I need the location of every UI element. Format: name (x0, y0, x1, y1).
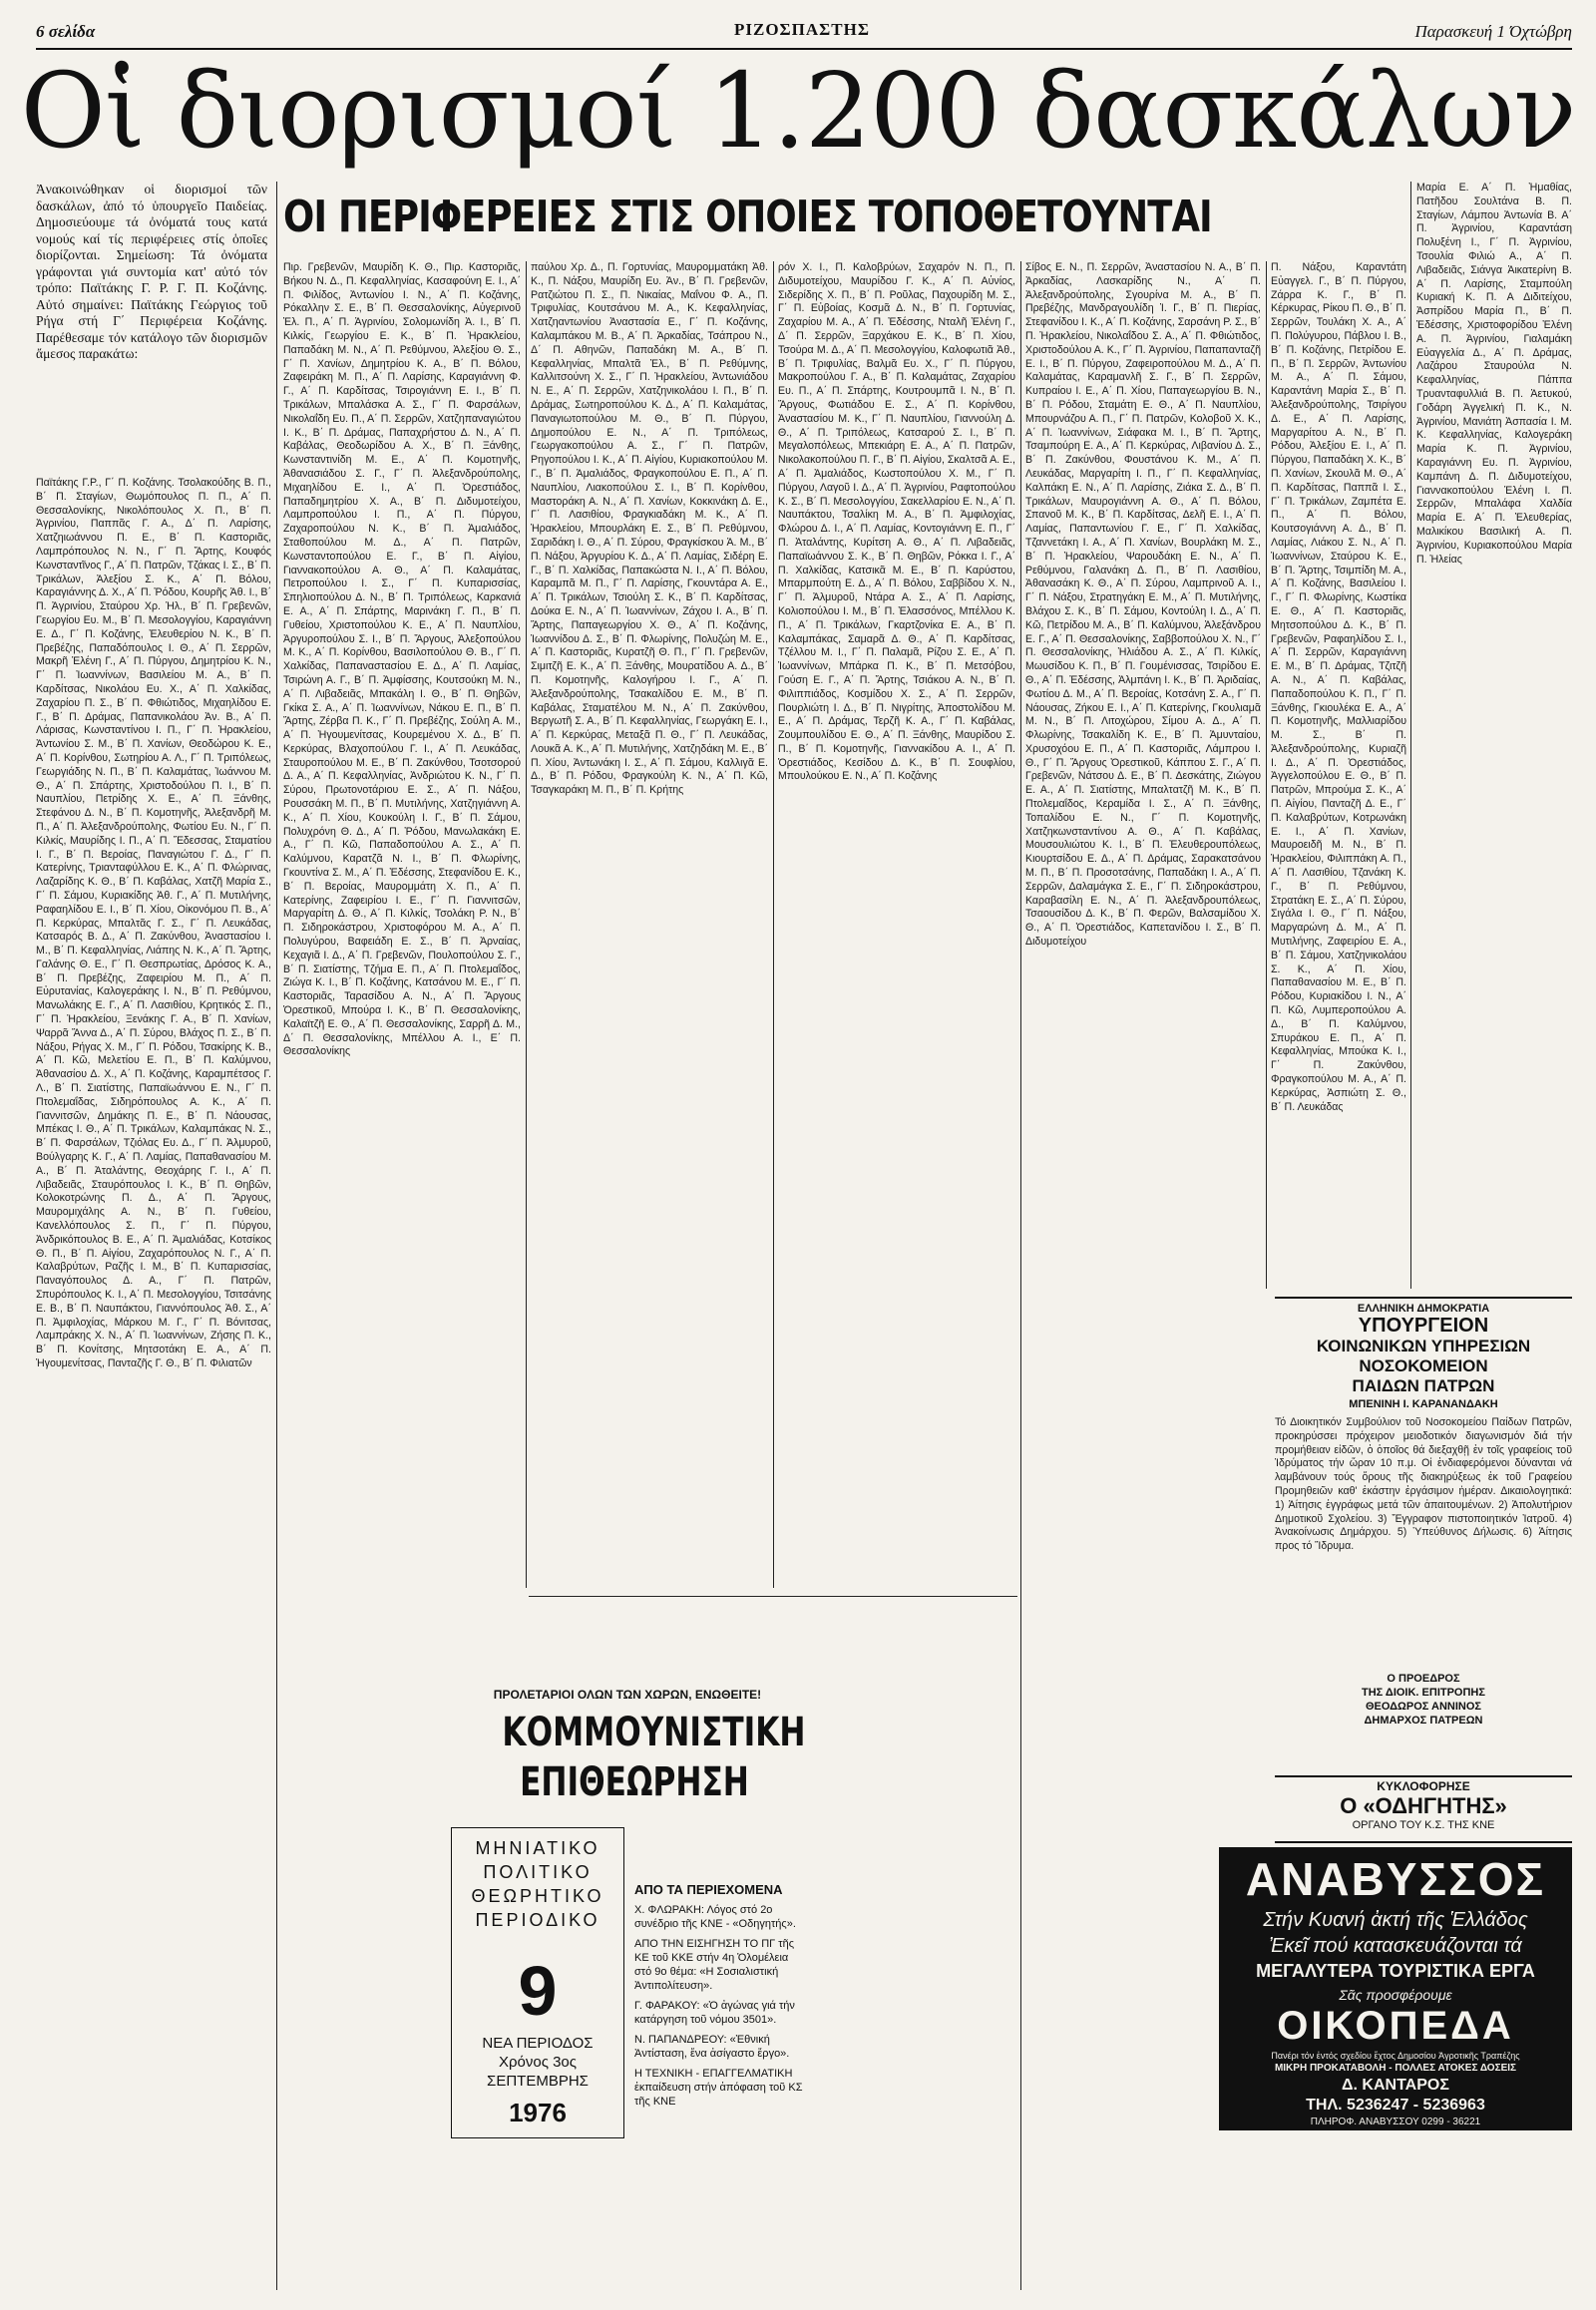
ad-line: Ἐκεῖ πού κατασκευάζονται τά (1269, 1935, 1522, 1957)
column-divider (773, 261, 774, 1588)
contents-item: Χ. ΦΛΩΡΑΚΗ: Λόγος στό 2ο συνέδριο τῆς ΚΝΕ - «Οδηγητής». (634, 1904, 796, 1930)
contents-item: Η ΤΕΧΝΙΚΗ - ΕΠΑΓΓΕΛΜΑΤΙΚΗ ἐκπαίδευση στήν ἀπόφαση τοῦ ΚΣ τῆς ΚΝΕ (634, 2068, 803, 2108)
ad-title: ΑΝΑΒΥΣΣΟΣ (1245, 1853, 1546, 1905)
journal-title-line: ΚΟΜΜΟΥΝΙΣΤΙΚΗ (502, 1710, 806, 1755)
masthead: ΡΙΖΟΣΠΑΣΤΗΣ (734, 20, 870, 39)
journal-title (502, 1708, 806, 1815)
ad-phone: ΤΗΛ. 5236247 - 5236963 (1306, 2097, 1485, 2114)
ad-slogan: ΠΡΟΛΕΤΑΡΙΟΙ ΟΛΩΝ ΤΩΝ ΧΩΡΩΝ, ΕΝΩΘΕΙΤΕ! (493, 1688, 762, 1702)
journal-advertisement (451, 1688, 804, 2138)
column-divider (1266, 261, 1267, 1289)
subtitle-line: ΜΗΝΙΑΤΙΚΟ (475, 1838, 600, 1858)
ad-line: Στήν Κυανή ἀκτή τῆς Ἑλλάδος (1263, 1909, 1528, 1931)
subtitle-line: ΘΕΩΡΗΤΙΚΟ (471, 1886, 604, 1906)
subtitle-line: ΠΕΡΙΟΔΙΚΟ (475, 1910, 600, 1930)
circulation-title: Ο «ΟΔΗΓΗΤΗΣ» (1340, 1793, 1507, 1818)
notice-line: ΕΛΛΗΝΙΚΗ ΔΗΜΟΚΡΑΤΙΑ (1357, 1303, 1490, 1315)
column-divider (276, 182, 277, 2290)
notice-line: ΠΑΙΔΩΝ ΠΑΤΡΩΝ (1352, 1376, 1495, 1395)
contents-list (634, 1883, 804, 2109)
section-subheadline: ΟΙ ΠΕΡΙΦΕΡΕΙΕΣ ΣΤΙΣ ΟΠΟΙΕΣ ΤΟΠΟΘΕΤΟΥΝΤΑΙ (283, 192, 1212, 242)
circulation-label: ΚΥΚΛΟΦΟΡΗΣΕ (1377, 1779, 1470, 1793)
issue-year: 1976 (509, 2098, 567, 2127)
page-header (36, 18, 1572, 50)
contents-heading: ΑΠΟ ΤΑ ΠΕΡΙΕΧΟΜΕΝΑ (634, 1882, 783, 1897)
notice-line: ΚΟΙΝΩΝΙΚΩΝ ΥΠΗΡΕΣΙΩΝ (1316, 1337, 1531, 1355)
page-title: Οἱ διορισμοί 1.200 δασκάλων (20, 50, 1576, 172)
notice-body: Τό Διοικητικόν Συμβούλιον τοῦ Νοσοκομείου Παίδων Πατρῶν, προκηρύσσει πρόχειρον μειοδοτικόν διαγωνισμόν διά τήν προμήθειαν εἰδῶν, ὁ ὁποῖος θά διεξαχθῇ ἐν τοῖς γραφείοις τοῦ Ἱδρύματος τήν ὥραν 10 π.μ. Οἱ ἐνδιαφερόμενοι δύνανται νά λαμβάνουν τούς ὅρους τῆς διακηρύξεως ἐκ τοῦ Γραφείου Προμηθειῶν καθ' ἑκάστην ἐργάσιμον ἡμέραν. Δικαιολογητικά: 1) Ἀίτησις ἐγγράφως μετά τῶν ἀπαιτουμένων. 2) Ἀπολυτήριον Δημοτικοῦ Σχολείου. 3) Ἔγγραφον πιστοποιητικόν Ἰατροῦ. 4) Ἀνακοίνωσις Δημάρχου. 5) Ὑπεύθυνος Δήλωσις. 6) Ἀίτησις προς τό Ἵδρυμα. (1275, 1416, 1572, 1553)
appointments-column: ρόν Χ. Ι., Π. Καλοβρύων, Σαχαρόν Ν. Π., Π. Διδυμοτείχου, Μαυρίδου Γ. Κ., Α΄ Π. Αὐνίος, Σιδερίδης Χ. Π., Β΄ Π. Ροῦλας, Παχουρίδη Μ. Σ., Γ΄ Π. Εὐβοίας, Κοσμᾶ Δ. Ν., Β΄ Π. Γορτυνίας, Ζαχαρίου Μ. Α., Α΄ Π. Ἐδέσσης, Νταλῆ Ἑλένη Γ., Δ΄ Π. Σερρῶν, Ξαρχάκου Ε. Κ., Β΄ Π. Χίου, Τσούρα Μ. Δ., Α΄ Π. Μεσολογγίου, Καλοφωτιᾶ Ἀθ., Β΄ Π. Τριφυλίας, Βαλμᾶ Ευ. Χ., Γ΄ Π. Πύργου, Μακροπούλου Γ. Α., Β΄ Π. Καλαμάτας, Ζαχαρίου Ευ. Π., Α΄ Π. Σπάρτης, Κουτρουμπᾶ Ι. Ν., Β΄ Π. Ἄργους, Φωτιάδου Ε. Σ., Α΄ Π. Κορίνθου, Ἀναστασίου Μ. Κ., Γ΄ Π. Ναυπλίου, Γιαννούλη Δ. Θ., Α΄ Π. Τριπόλεως, Κατσαρού Σ. Ι., Β΄ Π. Μεγαλοπόλεως, Μπεκιάρη Ε. Α., Α΄ Π. Πατρῶν, Νικολακοπούλου Π. Γ., Β΄ Π. Αἰγίου, Σκαλτσᾶ Α. Ε., Α΄ Π. Ἀμαλιάδος, Κωστοπούλου Χ. Μ., Γ΄ Π. Πύργου, Λαγοῦ Ι. Δ., Α΄ Π. Ἀγρινίου, Ραφτοπούλου Κ. Σ., Β΄ Π. Μεσολογγίου, Σακελλαρίου Ε. Ν., Α΄ Π. Ναυπάκτου, Τσαλίκη Μ. Α., Β΄ Π. Ἀμφιλοχίας, Φλώρου Δ. Ι., Α΄ Π. Λαμίας, Κοντογιάννη Ε. Π., Γ΄ Π. Ἀταλάντης, Κυρίτση Α. Θ., Α΄ Π. Λιβαδειᾶς, Παπαϊωάννου Σ. Κ., Β΄ Π. Θηβῶν, Ρόκκα Ι. Γ., Α΄ Π. Χαλκίδας, Κατσικᾶ Μ. Ε., Β΄ Π. Καρύστου, Μπαρμπούτη Ε. Δ., Α΄ Π. Βόλου, Σαββίδου Χ. Ν., Γ΄ Π. Ἀλμυροῦ, Ντάρα Α. Σ., Α΄ Π. Λαρίσης, Κολιοπούλου Ι. Μ., Β΄ Π. Ἐλασσόνος, Μπέλλου Κ. Π., Α΄ Π. Τρικάλων, Γκαρτζονίκα Ε. Α., Β΄ Π. Καλαμπάκας, Σαμαρᾶ Δ. Θ., Α΄ Π. Καρδίτσας, Τζέλλου Μ. Ι., Γ΄ Π. Παλαμᾶ, Ρίζου Σ. Ε., Α΄ Π. Ἰωαννίνων, Μπάρκα Π. Κ., Β΄ Π. Μετσόβου, Γούση Ε. Γ., Α΄ Π. Ἄρτης, Τσιάκου Α. Ν., Β΄ Π. Φιλιππιάδος, Κοσμίδου Χ. Σ., Α΄ Π. Σερρῶν, Πουρλιώτη Ι. Δ., Β΄ Π. Νιγρίτης, Ἀποστολίδου Μ. Ε., Α΄ Π. Δράμας, Τερζῆ Κ. Α., Γ΄ Π. Καβάλας, Ζουμπουλίδου Ε. Θ., Α΄ Π. Ξάνθης, Μαυρίδου Σ. Π., Β΄ Π. Κομοτηνῆς, Γιαννακίδου Α. Ι., Α΄ Π. Ὀρεστιάδος, Κεσίδου Δ. Κ., Β΄ Π. Σουφλίου, Μπουλούκου Ε. Ν., Α΄ Π. Κοζάνης (778, 261, 1015, 783)
ad-product: ΟΙΚΟΠΕΔΑ (1277, 2004, 1514, 2048)
notice-signature: ΘΕΟΔΩΡΟΣ ΑΝΝΙΝΟΣ (1365, 1701, 1481, 1713)
notice-signature: ΔΗΜΑΡΧΟΣ ΠΑΤΡΕΩΝ (1364, 1715, 1483, 1727)
page-number: 6 σελίδα (36, 22, 96, 41)
meta-line: ΝΕΑ ΠΕΡΙΟΔΟΣ (482, 2035, 594, 2052)
column-divider (526, 261, 527, 1588)
intro-paragraph: Ἀνακοινώθηκαν οἱ διορισμοί τῶν δασκάλων, ἀπό τό ὑπουργεῖο Παιδείας. Δημοσιεύουμε τά ὀνόματά τους κατά νομούς καί τίς περιφέρειες στίς ὁποῖες διορίζονται. Σημείωση: Τά ὀνόματα γράφονται γιά συντομία κατ' αὐτό τόν τρόπο: Παϊτάκης Γ. Ρ. Γ. Π. Κοζάνης. Αὐτό σημαίνει: Παϊτάκης Γεώργιος τοῦ Ρήγα στή Γ΄ Περιφέρεια Κοζάνης. Παρέθεσαμε τόν κατάλογο τῶν διορισμῶν ἄμεσος παρακάτω: (36, 182, 267, 361)
hospital-notice (1275, 1297, 1572, 1767)
notice-line: ΜΠΕΝΙΝΗ Ι. ΚΑΡΑΝΑΝΔΑΚΗ (1349, 1398, 1498, 1410)
journal-subtitle (452, 1836, 623, 1932)
circulation-notice (1275, 1775, 1572, 1843)
column-divider (1020, 261, 1021, 2290)
circulation-sub: ΟΡΓΑΝΟ ΤΟΥ Κ.Σ. ΤΗΣ ΚΝΕ (1352, 1819, 1495, 1831)
issue-box (451, 1827, 624, 2138)
notice-line: ΝΟΣΟΚΟΜΕΙΟΝ (1359, 1356, 1488, 1375)
ad-line: Σᾶς προσφέρουμε (1339, 1987, 1452, 2003)
contents-item: Γ. ΦΑΡΑΚΟΥ: «Ὁ ἀγώνας γιά τήν κατάργηση τοῦ νόμου 3501». (634, 2000, 795, 2026)
appointments-column: παύλου Χρ. Δ., Π. Γορτυνίας, Μαυρομματάκη Ἀθ. Κ., Π. Νάξου, Μαυρίδη Ευ. Ἀν., Β΄ Π. Γρεβενῶν, Ρατζιώτου Π. Σ., Π. Νικαίας, Μαΐνου Φ. Α., Π. Τριφυλίας, Κουτσάνου Μ. Α., Κ. Κεφαλληνίας, Χατζηαντωνίου Ἀναστασία Ε., Γ΄ Π. Κοζάνης, Καλαμπάκου Μ. Β., Α΄ Π. Ἀρκαδίας, Τσάπρου Ν., Δ΄ Π. Αθηνῶν, Παπαδάκη Μ. Α., Β΄ Π. Κεφαλληνίας, Μπαλτᾶ Ἑλ., Β΄ Π. Ρεθύμνης, Καλλιτσούνη Χ. Σ., Γ΄ Π. Ἡρακλείου, Ἀντωνιάδου Ν. Ε., Α΄ Π. Σερρῶν, Χατζηνικολάου Ι. Π., Β΄ Π. Δράμας, Σωτηροπούλου Κ. Δ., Α΄ Π. Καλαμάτας, Παναγιωτοπούλου Μ. Θ., Β΄ Π. Πύργου, Δημοπούλου Ε. Ν., Α΄ Π. Τριπόλεως, Γεωργακοπούλου Α. Σ., Γ΄ Π. Πατρῶν, Ρηγοπούλου Ι. Κ., Α΄ Π. Αἰγίου, Κυριακοπούλου Μ. Γ., Β΄ Π. Ἀμαλιάδος, Φραγκοπούλου Ε. Π., Α΄ Π. Ναυπλίου, Λιακοπούλου Σ. Ι., Β΄ Π. Κορίνθου, Μαστοράκη Α. Ν., Α΄ Π. Χανίων, Κοκκινάκη Δ. Ε., Γ΄ Π. Λασιθίου, Φραγκιαδάκη Μ. Κ., Α΄ Π. Ἡρακλείου, Μπουρλάκη Ε. Σ., Β΄ Π. Ρεθύμνου, Σαριδάκη Ι. Θ., Α΄ Π. Σύρου, Φραγκίσκου Ἀ. Μ., Β΄ Π. Νάξου, Ἀργυρίου Κ. Δ., Α΄ Π. Λαμίας, Σιδέρη Ε. Γ., Β΄ Π. Χαλκίδας, Παπακώστα Ν. Ι., Α΄ Π. Βόλου, Καραμπᾶ Μ. Π., Γ΄ Π. Λαρίσης, Γκουντάρα Α. Ε., Α΄ Π. Τρικάλων, Τσιούλη Σ. Κ., Β΄ Π. Καρδίτσας, Δούκα Ε. Ν., Α΄ Π. Ἰωαννίνων, Ζάχου Ι. Α., Β΄ Π. Ἄρτης, Παπαγεωργίου Χ. Θ., Α΄ Π. Κοζάνης, Ἰωαννίδου Δ. Σ., Β΄ Π. Φλωρίνης, Πολυζώη Μ. Ε., Α΄ Π. Καστοριᾶς, Κυρατζῆ Θ. Π., Γ΄ Π. Γρεβενῶν, Σιμιτζῆ Ε. Κ., Α΄ Π. Ξάνθης, Μουρατίδου Α. Δ., Β΄ Π. Κομοτηνῆς, Καλογήρου Ι. Γ., Α΄ Π. Ἀλεξανδρούπολης, Τσακαλίδου Ε. Μ., Β΄ Π. Καβάλας, Σταματέλου Μ. Ν., Α΄ Π. Ζακύνθου, Βεργωτῆ Σ. Α., Β΄ Π. Κεφαλληνίας, Γεωργάκη Ε. Ι., Α΄ Π. Κερκύρας, Μεταξᾶ Π. Θ., Γ΄ Π. Λευκάδας, Λουκᾶ Α. Κ., Α΄ Π. Μυτιλήνης, Χατζηδάκη Μ. Ε., Β΄ Π. Χίου, Ἀντωνάκη Ι. Σ., Α΄ Π. Σάμου, Καλλιγᾶ Ε. Δ., Β΄ Π. Ρόδου, Φραγκούλη Κ. Ν., Α΄ Π. Κῶ, Τσαγκαράκη Μ. Π., Β΄ Π. Κρήτης (531, 261, 768, 797)
ad-terms: Πανέρι τόν ἐντός σχεδίου ἔχτος Δημοσίου Ἀγροτικῆς Τραπέζης (1271, 2051, 1520, 2061)
contents-item: Ν. ΠΑΠΑΝΔΡΕΟΥ: «Ἐθνική Ἀντίσταση, ἕνα ἀσίγαστο ἔργο». (634, 2034, 790, 2060)
column-divider (1410, 182, 1411, 1289)
appointments-column: Πιρ. Γρεβενῶν, Μαυρίδη Κ. Θ., Πιρ. Καστοριᾶς, Βήκου Ν. Δ., Π. Κεφαλληνίας, Κασαφούνη Ε. Ι., Α΄ Π. Φιλίδος, Ἀντωνίου Ι. Ν., Α΄ Π. Κοζάνης, Ρόκαλλην Σ. Ε., Β΄ Π. Θεσσαλονίκης, Αὐγερινοῦ Ἑλ. Π., Α΄ Π. Ἀγρινίου, Σολομωνίδη Ἀ. Ι., Β΄ Π. Κιλκίς, Γεωργίου Ε. Κ., Β΄ Π. Ἡρακλείου, Παπαδάκη Μ. Ν., Α΄ Π. Ρεθύμνου, Ἀλεξίου Θ. Σ., Γ΄ Π. Χανίων, Δημητρίου Κ. Α., Β΄ Π. Βόλου, Ζαφειράκη Μ. Π., Α΄ Π. Λαρίσης, Καραγιάννη Φ. Γ., Α΄ Π. Καρδίτσας, Τσιρογιάννη Ε. Ι., Β΄ Π. Τρικάλων, Μπαλάσκα Α. Σ., Γ΄ Π. Φαρσάλων, Νικολαΐδη Ευ. Π., Α΄ Π. Σερρῶν, Χατζηπαναγιώτου Ι. Κ., Β΄ Π. Δράμας, Παπαχρήστου Δ. Ν., Α΄ Π. Καβάλας, Θεοδωρίδου Α. Χ., Β΄ Π. Ξάνθης, Κωνσταντινίδη Μ. Ε., Α΄ Π. Κομοτηνῆς, Ἀθανασιάδου Σ. Γ., Γ΄ Π. Ἀλεξανδρούπολης, Μιχαηλίδου Ε. Ι., Α΄ Π. Ὀρεστιάδος, Παπαδημητρίου Χ. Α., Β΄ Π. Διδυμοτείχου, Λαμπροπούλου Ι. Π., Α΄ Π. Πύργου, Ζαχαροπούλου Ν. Κ., Β΄ Π. Ἀμαλιάδος, Σταθοπούλου Μ. Δ., Α΄ Π. Πατρῶν, Κωνσταντοπούλου Ε. Γ., Β΄ Π. Αἰγίου, Γιαννακοπούλου Α. Θ., Α΄ Π. Καλαμάτας, Πετροπούλου Ι. Σ., Γ΄ Π. Κυπαρισσίας, Σπηλιοπούλου Δ. Ν., Β΄ Π. Τριπόλεως, Καρκανιά Ε. Α., Α΄ Π. Σπάρτης, Μαρινάκη Γ. Π., Β΄ Π. Γυθείου, Χριστοπούλου Κ. Ε., Α΄ Π. Ναυπλίου, Ἀργυροπούλου Σ. Ι., Β΄ Π. Ἄργους, Ἀλεξοπούλου Μ. Κ., Α΄ Π. Κορίνθου, Βασιλοπούλου Θ. Β., Γ΄ Π. Χαλκίδας, Παπαναστασίου Ε. Δ., Α΄ Π. Λαμίας, Τσιρώνη Α. Γ., Β΄ Π. Ἀμφίσσης, Κουτσούκη Μ. Ν., Α΄ Π. Λιβαδειᾶς, Μπακάλη Ι. Θ., Β΄ Π. Θηβῶν, Γκίκα Σ. Α., Α΄ Π. Ἰωαννίνων, Νάκου Ε. Π., Β΄ Π. Ἄρτης, Ζέρβα Π. Κ., Γ΄ Π. Πρεβέζης, Σούλη Α. Μ., Α΄ Π. Ἠγουμενίτσας, Κουρεμένου Χ. Δ., Β΄ Π. Κερκύρας, Βλαχοπούλου Γ. Ι., Α΄ Π. Λευκάδας, Σταυροπούλου Μ. Ε., Β΄ Π. Ζακύνθου, Τσοτσορού Δ. Α., Α΄ Π. Κεφαλληνίας, Ἀνδριώτου Κ. Ν., Γ΄ Π. Σύρου, Πρωτονοτάριου Ε. Σ., Α΄ Π. Νάξου, Ρουσσάκη Μ. Π., Β΄ Π. Μυτιλήνης, Χατζηγιάννη Α. Κ., Α΄ Π. Χίου, Κουκούλη Ι. Γ., Β΄ Π. Σάμου, Πολυχρόνη Θ. Δ., Α΄ Π. Ῥόδου, Μανωλακάκη Ε. Α., Γ΄ Π. Κῶ, Παπαδοπούλου Α. Σ., Α΄ Π. Καλύμνου, Καρατζᾶ Ν. Ι., Β΄ Π. Φλωρίνης, Γκουντίνα Σ. Μ., Α΄ Π. Ἐδέσσης, Στεφανίδου Ε. Κ., Β΄ Π. Βεροίας, Μαυρομμάτη Χ. Π., Α΄ Π. Κατερίνης, Ζαφειρίου Ι. Ε., Γ΄ Π. Γιαννιτσῶν, Μαργαρίτη Δ. Θ., Α΄ Π. Κιλκίς, Τσολάκη Ρ. Ν., Β΄ Π. Σιδηροκάστρου, Χριστοφόρου Μ. Α., Α΄ Π. Πολυγύρου, Βαφειάδη Ε. Σ., Β΄ Π. Ἀρναίας, Κεχαγιᾶ Ι. Δ., Α΄ Π. Γρεβενῶν, Πουλοπούλου Σ. Γ., Β΄ Π. Σιατίστης, Τζήμα Ε. Π., Α΄ Π. Πτολεμαΐδος, Ζιώγα Κ. Ι., Β΄ Π. Κοζάνης, Κατσάνου Μ. Ε., Γ΄ Π. Καστοριᾶς, Ταρασίδου Α. Ν., Α΄ Π. Ἄργους Ὀρεστικοῦ, Μπούρα Ι. Κ., Β΄ Π. Θεσσαλονίκης, Καλαϊτζῆ Ε. Θ., Α΄ Π. Θεσσαλονίκης, Σαρρῆ Δ. Μ., Δ΄ Π. Θεσσαλονίκης, Μπέλλου Α. Ι., Ε΄ Π. Θεσσαλονίκης (283, 261, 521, 1058)
journal-title-line: ΕΠΙΘΕΩΡΗΣΗ (520, 1759, 749, 1805)
real-estate-advertisement (1219, 1847, 1572, 2130)
ad-line: ΜΕΓΑΛΥΤΕΡΑ ΤΟΥΡΙΣΤΙΚΑ ΕΡΓΑ (1256, 1961, 1535, 1981)
notice-signature: ΤΗΣ ΔΙΟΙΚ. ΕΠΙΤΡΟΠΗΣ (1362, 1687, 1485, 1699)
ad-divider (529, 1596, 1017, 1597)
notice-signature: Ο ΠΡΟΕΔΡΟΣ (1387, 1673, 1460, 1685)
meta-line: Χρόνος 3ος (498, 2054, 578, 2071)
meta-line: ΣΕΠΤΕΜΒΡΗΣ (487, 2073, 589, 2090)
appointments-column: Π. Νάξου, Καραντάτη Εὐαγγελ. Γ., Β΄ Π. Πύργου, Ζάρρα Κ. Γ., Β΄ Π. Κέρκυρας, Ρίκου Π. Θ., Β΄ Π. Σερρῶν, Τουλάκη Χ. Α., Α΄ Π. Πολύγυρου, Πάβλου Ι. Β., Β΄ Π. Κοζάνης, Πετρίδου Ε. Π., Β΄ Π. Σερρῶν, Ἀντωνίου Μ. Α., Α΄ Π. Σάμου, Καραντάνη Μαρία Σ., Β΄ Π. Ἀλεξανδρούπολης, Τσιρίγου Δ. Ε., Α΄ Π. Λαρίσης, Μαργαρίτου Α. Ν., Β΄ Π. Ρόδου, Ἀλεξίου Ε. Ι., Α΄ Π. Πύργου, Παπαδάκη Χ. Κ., Β΄ Π. Χανίων, Σκουλᾶ Μ. Θ., Α΄ Π. Καρδίτσας, Παππᾶ Ι. Σ., Γ΄ Π. Τρικάλων, Ζαμπέτα Ε. Π., Α΄ Π. Βόλου, Κουτσογιάννη Α. Δ., Β΄ Π. Λαμίας, Λιάκου Σ. Ν., Α΄ Π. Ἰωαννίνων, Σταύρου Κ. Ε., Β΄ Π. Ἄρτης, Τσιμπίδη Μ. Α., Α΄ Π. Κοζάνης, Βασιλείου Ι. Γ., Γ΄ Π. Φλωρίνης, Κωστίκα Ε. Θ., Α΄ Π. Καστοριᾶς, Μητσοπούλου Δ. Κ., Β΄ Π. Γρεβενῶν, Ραφαηλίδου Σ. Ι., Α΄ Π. Σερρῶν, Καραγιάννη Ε. Μ., Β΄ Π. Δράμας, Τζιτζῆ Α. Ν., Α΄ Π. Καβάλας, Παπαδοπούλου Κ. Π., Γ΄ Π. Ξάνθης, Γκιουλέκα Ε. Α., Α΄ Π. Κομοτηνῆς, Μαλλιαρίδου Μ. Σ., Β΄ Π. Ἀλεξανδρούπολης, Κυριαζῆ Ι. Δ., Α΄ Π. Ὀρεστιάδος, Ἀγγελοπούλου Ε. Θ., Β΄ Π. Πατρῶν, Μπρούμα Σ. Κ., Α΄ Π. Αἰγίου, Πανταζῆ Δ. Ε., Γ΄ Π. Καλαβρύτων, Κοτρωνάκη Ε. Ι., Α΄ Π. Χανίων, Μαυροειδῆ Μ. Ν., Β΄ Π. Ἡρακλείου, Φιλιππάκη Α. Π., Α΄ Π. Λασιθίου, Τζανάκη Κ. Γ., Β΄ Π. Ρεθύμνου, Στρατάκη Ε. Σ., Α΄ Π. Σύρου, Σιγάλα Ι. Θ., Γ΄ Π. Νάξου, Μαργαρώνη Δ. Μ., Α΄ Π. Μυτιλήνης, Ζαφειρίου Ε. Α., Β΄ Π. Σάμου, Χατζηνικολάου Σ. Κ., Α΄ Π. Χίου, Παπαθανασίου Μ. Ε., Β΄ Π. Ρόδου, Κυριακίδου Ι. Ν., Α΄ Π. Κῶ, Λυμπεροπούλου Α. Δ., Β΄ Π. Καλύμνου, Σπυράκου Ε. Π., Α΄ Π. Κεφαλληνίας, Μπούκα Κ. Ι., Γ΄ Π. Ζακύνθου, Φραγκοπούλου Μ. Α., Α΄ Π. Κερκύρας, Ἀσπιώτη Σ. Θ., Β΄ Π. Λευκάδας (1271, 261, 1406, 1113)
appointments-column: Παϊτάκης Γ.Ρ., Γ΄ Π. Κοζάνης. Τσολακούδης Β. Π., Β΄ Π. Σταγίων, Θωμόπουλος Π. Π., Α΄ Π. Θεσσαλονίκης, Νικολόπουλος Χ. Π., Β΄ Π. Ἀγρινίου, Παππᾶς Γ. Α., Δ΄ Π. Λαρίσης, Χατζηιωάννου Π. Ε., Β΄ Π. Καστοριᾶς, Λαμπρόπουλος Ν. Ν., Γ΄ Π. Ἄρτης, Κουφός Κωνσταντῖνος Γ., Α΄ Π. Πατρῶν, Τζάκας Ι. Σ., Β΄ Π. Τρικάλων, Ἀλεξίου Σ. Κ., Α΄ Π. Βόλου, Καραγιάννης Δ. Χ., Α΄ Π. Ῥόδου, Κουρῆς Ἀθ. Ι., Β΄ Π. Ἀγρινίου, Σταύρου Χρ. Ἠλ., Β΄ Π. Γρεβενῶν, Γεωργίου Ευ. Μ., Β΄ Π. Μεσολογγίου, Καραγιάννη Ε. Δ., Γ΄ Π. Κοζάνης, Ἐλευθερίου Ν. Κ., Β΄ Π. Πρεβέζης, Παπαδόπουλος Ι. Θ., Α΄ Π. Σερρῶν, Μακρῆ Ἑλένη Γ., Α΄ Π. Πύργου, Δημητρίου Κ. Ν., Γ΄ Π. Ἰωαννίνων, Βασιλείου Μ. Α., Β΄ Π. Καρδίτσας, Νικολάου Ευ. Χ., Α΄ Π. Χαλκίδας, Ζαχαρίου Π. Σ., Β΄ Π. Φθιώτιδος, Μιχαηλίδου Ε. Γ., Β΄ Π. Δράμας, Παπανικολάου Ἀν. Β., Α΄ Π. Λάρισας, Κωνσταντίνου Ι. Π., Γ΄ Π. Ἡρακλείου, Ἀντωνίου Σ. Μ., Β΄ Π. Χανίων, Θεοδώρου Κ. Ε., Α΄ Π. Κορίνθου, Σωτηρίου Α. Λ., Γ΄ Π. Τριπόλεως, Γεωργιάδης Ν. Π., Β΄ Π. Καλαμάτας, Ἰωάννου Μ. Θ., Α΄ Π. Σπάρτης, Χριστοδούλου Π. Ι., Β΄ Π. Ναυπλίου, Πετρίδης Χ. Ε., Α΄ Π. Ξάνθης, Στεφάνου Δ. Ν., Β΄ Π. Κομοτηνῆς, Ἀλεξανδρῆ Μ. Π., Α΄ Π. Ἀλεξανδρούπολης, Φωτίου Ευ. Ν., Γ΄ Π. Κιλκίς, Μαυρίδης Ι. Π., Α΄ Π. Ἔδεσσας, Σταματίου Ι. Γ., Β΄ Π. Βεροίας, Παναγιώτου Γ. Δ., Γ΄ Π. Κατερίνης, Τριανταφύλλου Ε. Κ., Α΄ Π. Φλώρινας, Λαζαρίδης Κ. Θ., Β΄ Π. Καβάλας, Χατζῆ Μαρία Σ., Γ΄ Π. Σάμου, Κυριακίδης Ἀθ. Γ., Α΄ Π. Μυτιλήνης, Ραφαηλίδου Ε. Ι., Β΄ Π. Χίου, Οἰκονόμου Π. Β., Α΄ Π. Κερκύρας, Μπαλτᾶς Γ. Σ., Γ΄ Π. Λευκάδας, Κατσαρός Β. Δ., Α΄ Π. Ζακύνθου, Ἀναστασίου Ι. Μ., Β΄ Π. Κεφαλληνίας, Λιάπης Ν. Κ., Α΄ Π. Ἄρτης, Γαλάνης Θ. Ε., Γ΄ Π. Θεσπρωτίας, Δρόσος Κ. Α., Β΄ Π. Πρεβέζης, Ζαφειρίου Μ. Π., Α΄ Π. Εὐρυτανίας, Καλογεράκης Ι. Ν., Β΄ Π. Ρεθύμνου, Μανωλάκης Ε. Γ., Α΄ Π. Λασιθίου, Κρητικός Σ. Π., Γ΄ Π. Ἡρακλείου, Ξενάκης Γ. Α., Β΄ Π. Χανίων, Ψαρρᾶ Ἄννα Δ., Α΄ Π. Σύρου, Βλάχος Π. Σ., Β΄ Π. Νάξου, Ρήγας Χ. Μ., Γ΄ Π. Ρόδου, Τσακίρης Κ. Β., Α΄ Π. Κῶ, Μελετίου Ε. Π., Β΄ Π. Καλύμνου, Ἀθανασίου Δ. Χ., Α΄ Π. Κοζάνης, Καραμπέτσος Γ. Λ., Β΄ Π. Σιατίστης, Παπαϊωάννου Ε. Ν., Γ΄ Π. Πτολεμαΐδας, Σιδηρόπουλος Α. Κ., Α΄ Π. Γιαννιτσῶν, Δημάκης Π. Ε., Β΄ Π. Νάουσας, Μπέκας Ι. Θ., Α΄ Π. Τρικάλων, Καλαμπάκας Ν. Σ., Β΄ Π. Φαρσάλων, Τζιόλας Ευ. Δ., Γ΄ Π. Ἀλμυροῦ, Βούλγαρης Κ. Γ., Α΄ Π. Λαμίας, Παπαθανασίου Μ. Α., Β΄ Π. Ἀταλάντης, Θεοχάρης Γ. Ι., Α΄ Π. Λιβαδειᾶς, Σταυρόπουλος Ι. Κ., Β΄ Π. Θηβῶν, Κολοκοτρώνης Π. Δ., Α΄ Π. Ἄργους, Μαυρομιχάλης Α. Ν., Β΄ Π. Γυθείου, Κανελλόπουλος Σ. Π., Γ΄ Π. Πύργου, Ἀνδρικόπουλος Β. Ε., Α΄ Π. Ἀμαλιάδας, Κοτσίκος Θ. Π., Β΄ Π. Αἰγίου, Ζαχαρόπουλος Ν. Γ., Α΄ Π. Καλαβρύτων, Ραζῆς Ι. Μ., Β΄ Π. Κυπαρισσίας, Παναγόπουλος Δ. Α., Γ΄ Π. Πατρῶν, Σπυρόπουλος Κ. Ι., Α΄ Π. Μεσολογγίου, Τσιτσάνης Ε. Β., Β΄ Π. Ναυπάκτου, Γιαννόπουλος Ἀθ. Σ., Α΄ Π. Ἀμφιλοχίας, Μάρκου Μ. Γ., Γ΄ Π. Βόνιτσας, Λαμπράκης Χ. Ν., Α΄ Π. Ἰωαννίνων, Ζήσης Π. Κ., Β΄ Π. Κονίτσης, Μητσοτάκη Ε. Α., Α΄ Π. Ἠγουμενίτσας, Πανταζῆς Γ. Θ., Β΄ Π. Φιλιατῶν (36, 477, 271, 1369)
appointments-column: Μαρία Ε. Α΄ Π. Ἠμαθίας, Πατῆδου Σουλτάνα Β. Π. Σταγίων, Λάμπου Ἀντωνία Β. Α΄ Π. Ἀγρινίου, Καραντάση Πολυξένη Ι., Γ΄ Π. Ἀγρινίου, Τσουλία Φιλιώ Α., Α΄ Π. Λιβαδειᾶς, Σιάνγα Ἀικατερίνη Β. Α΄ Π. Λαρίσης, Σταμπούλη Κυριακή Κ. Π. Α Διδιτείχου, Ἀσπρίδου Μαρία Π., Β΄ Π. Ἐδέσσης, Χριστοφορίδου Ἑλένη Α. Π. Ἀγρινίου, Γιαλαμάκη Εὐαγγελία Δ., Α΄ Π. Δράμας, Λαζάρου Σταυρούλα Ν. Κεφαλληνίας, Πάππα Τρυανταφυλλιά Β. Π. Ἀετυκού, Γοδάρη Ἀγγελική Π. Κ., Ν. Ἀγρινίου, Μανιάτη Ἀσπασία Ι. Μ. Κ. Κεφαλληνίας, Καλογεράκη Μαρία Κ. Π. Ἀγρινίου, Καραγιάννη Ευ. Π. Ἀγρινίου, Καμπάνη Δ. Π. Διδυμοτείχου, Γιαννακοπούλου Ἑλένη Ι. Π. Σερρῶν, Μπαλάφα Χαλδία Μαρία Ε. Α΄ Π. Ἐλευθερίας, Μαλικίκου Βασιλική Α. Π. Ἀγρινίου, Κυριακοπούλου Μαρία Π. Ἡλείας (1416, 182, 1572, 566)
subtitle-line: ΠΟΛΙΤΙΚΟ (483, 1862, 593, 1882)
ad-terms: ΜΙΚΡΗ ΠΡΟΚΑΤΑΒΟΛΗ - ΠΟΛΛΕΣ ΑΤΟΚΕΣ ΔΟΣΕΙΣ (1274, 2063, 1517, 2074)
issue-date: Παρασκευή 1 Όχτώβρη (1414, 22, 1572, 41)
contents-item: ΑΠΟ ΤΗΝ ΕΙΣΗΓΗΣΗ ΤΟ ΠΓ τῆς ΚΕ τοῦ ΚΚΕ στήν 4η Ὁλομέλεια στό 9ο θέμα: «Η Σοσιαλιστική Ἀντιπολίτευση». (634, 1938, 795, 1992)
ad-contact-name: Δ. ΚΑΝΤΑΡΟΣ (1342, 2077, 1449, 2094)
ad-phone-secondary: ΠΛΗΡΟΦ. ΑΝΑΒΥΣΣΟΥ 0299 - 36221 (1310, 2117, 1481, 2127)
issue-number: 9 (518, 1952, 558, 2030)
issue-meta (452, 2034, 623, 2091)
notice-line: ΥΠΟΥΡΓΕΙΟΝ (1358, 1315, 1489, 1337)
appointments-column: Σίβος Ε. Ν., Π. Σερρῶν, Ἀναστασίου Ν. Α., Β΄ Π. Ἀρκαδίας, Λασκαρίδης Ν., Α΄ Π. Ἀλεξανδρούπολης, Σγουρίνα Μ. Α., Β΄ Π. Πρεβέζης, Μανδραγουλίδη Ἰ. Γ., Β΄ Π. Πιερίας, Στεφανίδου Ι. Κ., Α΄ Π. Κοζάνης, Σαρσάνη Ρ. Σ., Β΄ Π. Ἡρακλείου, Νικολαΐδου Σ. Α., Α΄ Π. Φθιώτιδος, Χριστοδούλου Α. Κ., Γ΄ Π. Ἀγρινίου, Παπαπανταζῆ Ε. Ι., Β΄ Π. Πύργου, Ζαφειροπούλου Μ. Δ., Α΄ Π. Καλαμάτας, Καραμανλῆ Σ. Γ., Β΄ Π. Σερρῶν, Κυπραίου Ι. Ε., Α΄ Π. Χίου, Παπαγεωργίου Β. Ν., Β΄ Π. Ρόδου, Σταμάτη Ε. Θ., Α΄ Π. Ναυπλίου, Μπουρνάζου Α. Π., Γ΄ Π. Πατρῶν, Κολοβοῦ Χ. Κ., Α΄ Π. Ἰωαννίνων, Σιάφακα Μ. Ι., Β΄ Π. Ἄρτης, Τσαμπούρη Ε. Α., Α΄ Π. Κερκύρας, Λιβανίου Δ. Σ., Β΄ Π. Ζακύνθου, Φουστάνου Κ. Μ., Α΄ Π. Λευκάδας, Μαργαρίτη Ι. Π., Γ΄ Π. Κεφαλληνίας, Καλπάκη Ε. Ν., Α΄ Π. Λαρίσης, Ζιάκα Σ. Δ., Β΄ Π. Τρικάλων, Μαυρογιάννη Α. Θ., Α΄ Π. Βόλου, Σπανοῦ Μ. Κ., Β΄ Π. Καρδίτσας, Δελῆ Ε. Ι., Α΄ Π. Λαμίας, Παπαντωνίου Γ. Ε., Γ΄ Π. Χαλκίδας, Τζαννετάκη Ι. Α., Α΄ Π. Χανίων, Βουρλάκη Μ. Σ., Β΄ Π. Ἡρακλείου, Ψαρουδάκη Ε. Ν., Α΄ Π. Ρεθύμνου, Γαλανάκη Δ. Π., Β΄ Π. Λασιθίου, Ἀθανασάκη Κ. Θ., Α΄ Π. Σύρου, Λαμπρινοῦ Α. Ι., Γ΄ Π. Νάξου, Στρατηγάκη Ε. Μ., Α΄ Π. Μυτιλήνης, Βλάχου Σ. Κ., Β΄ Π. Σάμου, Κοντούλη Ι. Δ., Α΄ Π. Κῶ, Πετρίδου Μ. Α., Β΄ Π. Καλύμνου, Ἀλεξάνδρου Ε. Γ., Α΄ Π. Θεσσαλονίκης, Σαββοπούλου Χ. Ν., Γ΄ Π. Θεσσαλονίκης, Ἠλιάδου Α. Σ., Α΄ Π. Κιλκίς, Μωυσίδου Κ. Π., Β΄ Π. Γουμένισσας, Τσιρίδου Ε. Θ., Α΄ Π. Ἐδέσσης, Ἀλμπάνη Ι. Κ., Β΄ Π. Ἀριδαίας, Φωτίου Δ. Μ., Α΄ Π. Βεροίας, Κοτσάνη Σ. Α., Γ΄ Π. Νάουσας, Ζήκου Ε. Ι., Α΄ Π. Κατερίνης, Γκουλιαμᾶ Μ. Ν., Β΄ Π. Λιτοχώρου, Σίμου Α. Δ., Α΄ Π. Φλωρίνης, Τσακαλίδη Κ. Ε., Β΄ Π. Ἀμυνταίου, Χρυσοχόου Ε. Π., Α΄ Π. Καστοριᾶς, Λάμπρου Ι. Θ., Γ΄ Π. Ἄργους Ὀρεστικοῦ, Κάππου Σ. Γ., Α΄ Π. Γρεβενῶν, Νάτσου Δ. Ε., Β΄ Π. Δεσκάτης, Ζιώγου Ε. Α., Α΄ Π. Σιατίστης, Μπαλτατζῆ Μ. Κ., Β΄ Π. Πτολεμαΐδος, Κεραμίδα Ι. Σ., Α΄ Π. Ξάνθης, Τοπαλίδου Ε. Ν., Γ΄ Π. Κομοτηνῆς, Χατζηκωνσταντίνου Α. Θ., Α΄ Π. Καβάλας, Μουσουλιώτου Κ. Ι., Β΄ Π. Ἐλευθερουπόλεως, Κιουρτσίδου Ε. Δ., Α΄ Π. Δράμας, Σαρακατσάνου Μ. Π., Β΄ Π. Προσοτσάνης, Παπαδάκη Ι. Α., Α΄ Π. Σερρῶν, Δαλαμάγκα Σ. Ε., Γ΄ Π. Σιδηροκάστρου, Καραβασίλη Ε. Ν., Α΄ Π. Ἀλεξανδρουπόλεως, Τσαουσίδου Δ. Κ., Β΄ Π. Φερῶν, Βαλσαμίδου Χ. Θ., Α΄ Π. Ὀρεστιάδος, Καπετανίδου Ι. Σ., Β΄ Π. Διδυμοτείχου (1025, 261, 1261, 949)
